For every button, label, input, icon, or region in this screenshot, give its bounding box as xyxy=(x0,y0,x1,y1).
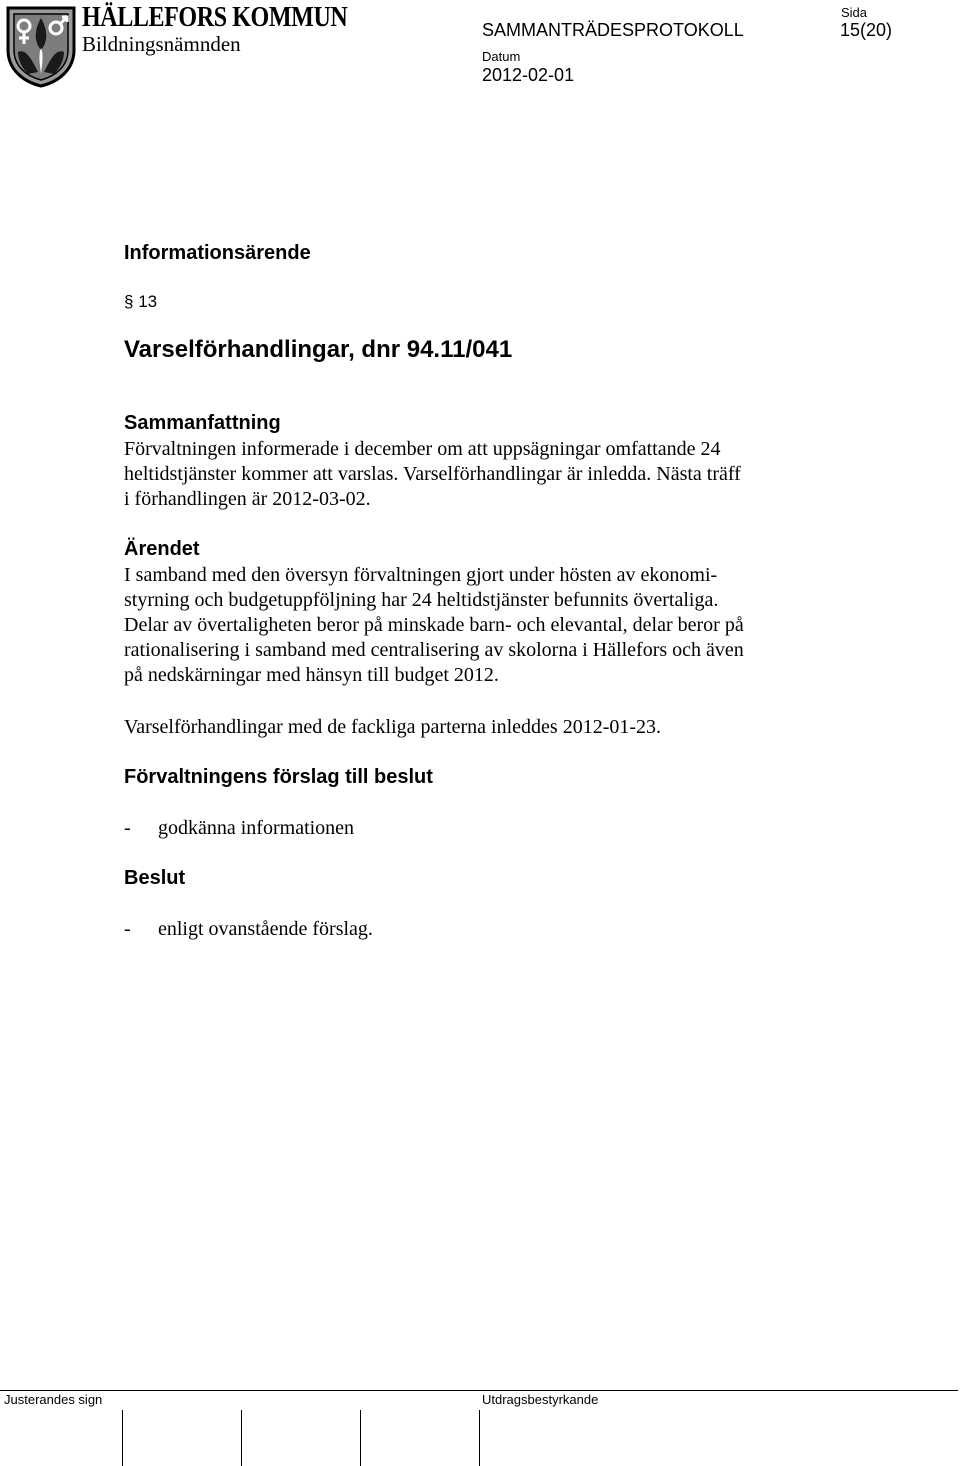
matter-line: I samband med den översyn förvaltningen gjort under hösten av ekonomi- xyxy=(124,564,718,586)
certification-label: Utdragsbestyrkande xyxy=(482,1392,599,1407)
paragraph-number-value: 13 xyxy=(138,292,158,311)
summary-line: heltidstjänster kommer att varslas. Varselförhandlingar är inledda. Nästa träff xyxy=(124,463,741,485)
decision-heading: Beslut xyxy=(124,867,186,889)
matter-line: Delar av övertaligheten beror på minskade barn- och elevantal, delar beror på xyxy=(124,614,744,636)
decision-item xyxy=(124,918,373,941)
document-date: 2012-02-01 xyxy=(482,65,575,85)
page-number: 15(20) xyxy=(840,20,893,40)
proposal-item-text: godkänna informationen xyxy=(158,817,355,839)
summary-line: Förvaltningen informerade i december om att uppsägningar omfattande 24 xyxy=(124,438,721,460)
proposal-item xyxy=(124,817,354,840)
signature-label: Justerandes sign xyxy=(4,1392,103,1407)
matter-text xyxy=(124,563,824,688)
paragraph-number xyxy=(124,292,157,312)
summary-line: i förhandlingen är 2012-03-02. xyxy=(124,488,371,510)
matter-extra-text: Varselförhandlingar med de fackliga parterna inleddes 2012-01-23. xyxy=(124,716,662,738)
footer-divider xyxy=(0,1390,958,1391)
matter-line: på nedskärningar med hänsyn till budget 2012. xyxy=(124,664,499,686)
proposal-heading: Förvaltningens förslag till beslut xyxy=(124,766,433,788)
matter-line: rationalisering i samband med centralisering av skolorna i Hällefors och även xyxy=(124,639,744,661)
date-label: Datum xyxy=(482,49,521,64)
summary-heading: Sammanfattning xyxy=(124,412,281,434)
decision-item-text: enligt ovanstående förslag. xyxy=(158,918,373,940)
organization-name: HÄLLEFORS KOMMUN xyxy=(82,2,348,33)
summary-text xyxy=(124,437,824,512)
matter-heading: Ärendet xyxy=(124,538,200,560)
committee-name: Bildningsnämnden xyxy=(82,32,241,56)
item-title: Varselförhandlingar, dnr 94.11/041 xyxy=(124,336,513,363)
signature-box-divider xyxy=(479,1410,480,1466)
list-dash: - xyxy=(124,918,131,940)
signature-box-divider xyxy=(241,1410,242,1466)
signature-box-divider xyxy=(360,1410,361,1466)
list-dash: - xyxy=(124,817,131,839)
section-title: Informationsärende xyxy=(124,242,311,264)
signature-box-divider xyxy=(122,1410,123,1466)
document-type: SAMMANTRÄDESPROTOKOLL xyxy=(482,20,744,40)
page-label: Sida xyxy=(841,5,868,20)
paragraph-sign: § xyxy=(124,292,134,311)
coat-of-arms-logo xyxy=(4,4,78,88)
matter-line: styrning och budgetuppföljning har 24 heltidstjänster befunnits övertaliga. xyxy=(124,589,719,611)
